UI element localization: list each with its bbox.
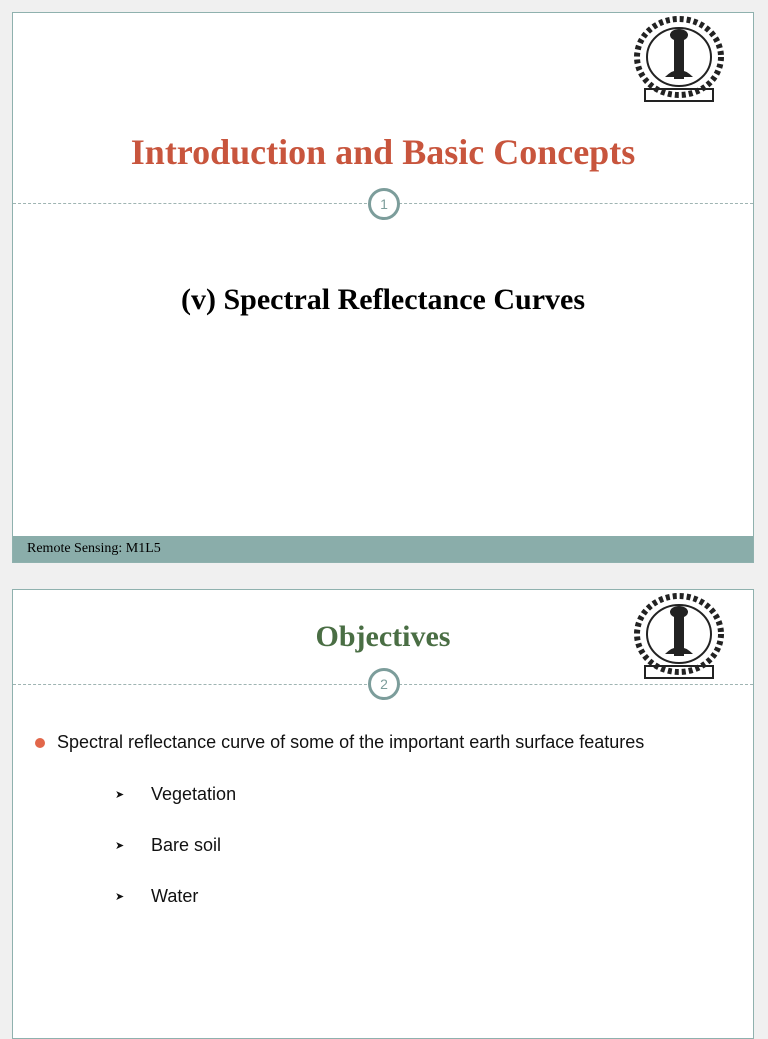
slide-number-badge: 1 (368, 188, 400, 220)
sub-bullet-item (115, 835, 221, 856)
arrowhead-bullet-icon: ➤ (115, 840, 125, 852)
sub-bullet-item (115, 784, 236, 805)
sub-bullet-text: Vegetation (151, 784, 237, 804)
slide-subtitle: (v) Spectral Reflectance Curves (180, 283, 586, 316)
slide-title: Introduction and Basic Concepts (130, 132, 636, 172)
arrowhead-bullet-icon: ➤ (115, 891, 125, 903)
sub-bullet-text: Water (151, 886, 199, 906)
slide-title: Objectives (315, 620, 451, 653)
arrowhead-bullet-icon: ➤ (115, 789, 125, 801)
bullet-item (35, 732, 644, 753)
sub-bullet-text: Bare soil (151, 835, 222, 855)
slide-number-badge: 2 (368, 668, 400, 700)
circle-bullet-icon (35, 738, 45, 748)
footer-bar (13, 536, 753, 562)
bullet-text: Spectral reflectance curve of some of the important earth surface features (57, 732, 645, 752)
footer-text: Remote Sensing: M1L5 (27, 541, 161, 556)
institute-logo-icon (617, 13, 745, 109)
sub-bullet-item (115, 886, 198, 907)
slide-1 (12, 12, 754, 563)
slide-2 (12, 589, 754, 1039)
